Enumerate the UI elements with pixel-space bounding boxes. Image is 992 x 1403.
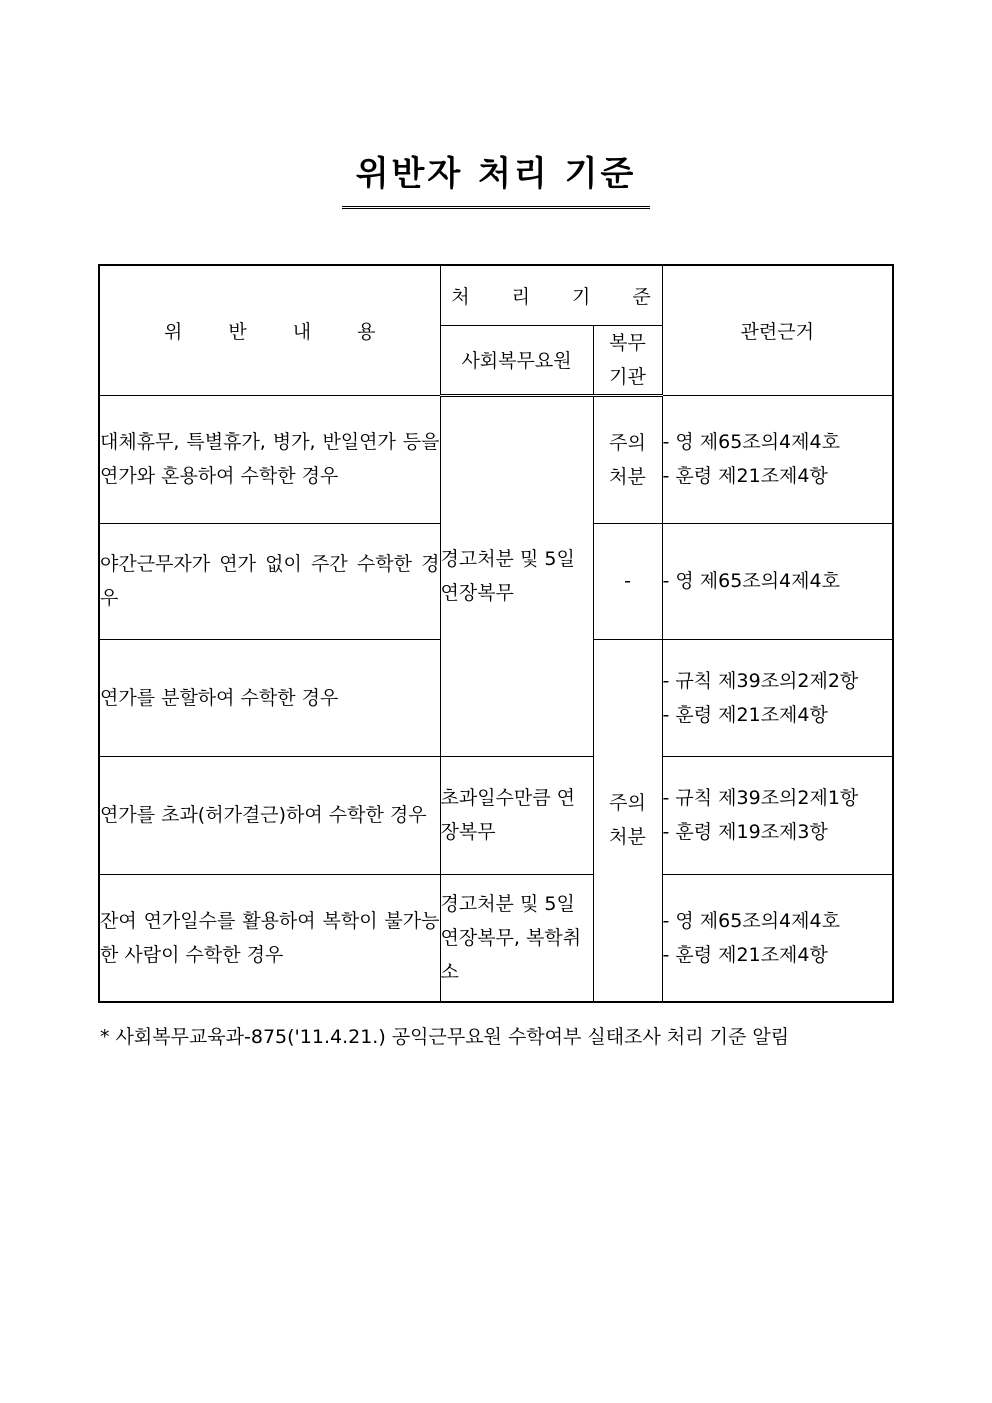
basis-cell: - 영 제65조의4제4호 — [662, 523, 893, 639]
agency-cell: 주의 처분 — [593, 395, 662, 523]
basis-cell: - 규칙 제39조의2제2항 - 훈령 제21조제4항 — [662, 639, 893, 756]
title-wrap — [0, 152, 992, 209]
violation-cell: 잔여 연가일수를 활용하여 복학이 불가능한 사람이 수학한 경우 — [99, 874, 440, 1002]
violation-cell: 연가를 분할하여 수학한 경우 — [99, 639, 440, 756]
page-title: 위반자 처리 기준 — [342, 152, 651, 209]
header-social-agent: 사회복무요원 — [440, 325, 593, 395]
social-agent-merged-cell: 경고처분 및 5일 연장복무 — [440, 395, 593, 756]
basis-cell: - 규칙 제39조의2제1항 - 훈령 제19조제3항 — [662, 756, 893, 874]
table-row — [99, 756, 893, 874]
basis-cell: - 영 제65조의4제4호 - 훈령 제21조제4항 — [662, 395, 893, 523]
header-violation: 위 반 내 용 — [99, 265, 440, 395]
footnote: * 사회복무교육과-875('11.4.21.) 공익근무요원 수학여부 실태조사 처리 기준 알림 — [100, 1026, 790, 1048]
agency-cell: - — [593, 523, 662, 639]
agency-merged-cell: 주의 처분 — [593, 639, 662, 1002]
social-agent-cell: 초과일수만큼 연장복무 — [440, 756, 593, 874]
header-agency: 복무 기관 — [593, 325, 662, 395]
table-row — [99, 874, 893, 1002]
social-agent-cell: 경고처분 및 5일 연장복무, 복학취소 — [440, 874, 593, 1002]
violation-cell: 대체휴무, 특별휴가, 병가, 반일연가 등을 연가와 혼용하여 수학한 경우 — [99, 395, 440, 523]
violation-cell: 야간근무자가 연가 없이 주간 수학한 경우 — [99, 523, 440, 639]
violation-table — [98, 264, 894, 1003]
basis-cell: - 영 제65조의4제4호 - 훈령 제21조제4항 — [662, 874, 893, 1002]
header-standard: 처 리 기 준 — [440, 265, 662, 325]
header-basis: 관련근거 — [662, 265, 893, 395]
table-row — [99, 395, 893, 523]
violation-cell: 연가를 초과(허가결근)하여 수학한 경우 — [99, 756, 440, 874]
